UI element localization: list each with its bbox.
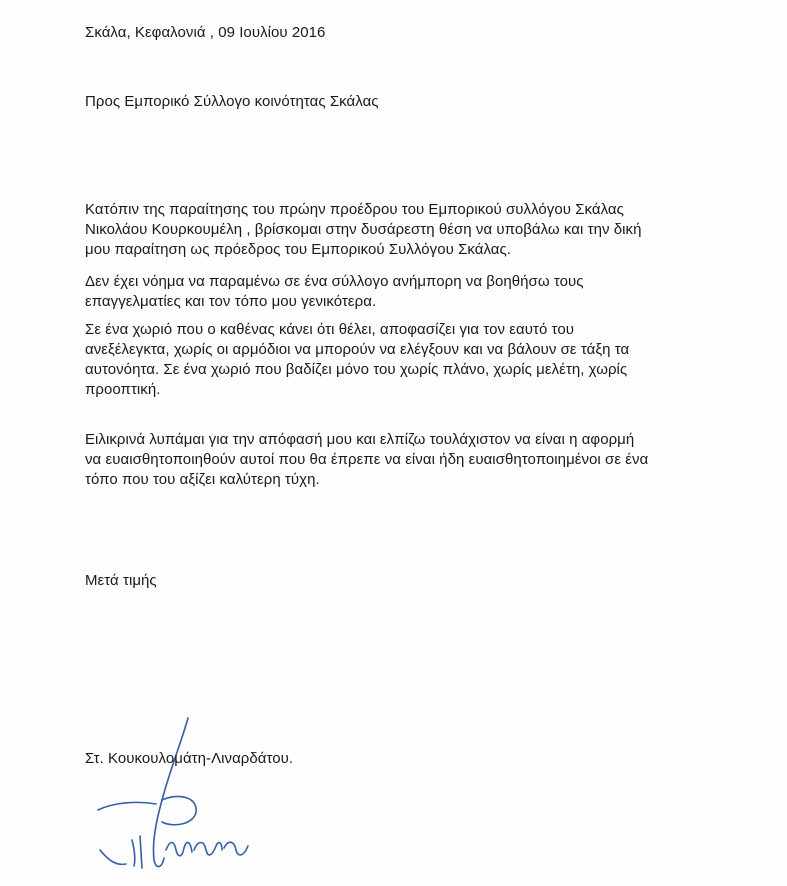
paragraph-3-line-1: Σε ένα χωριό που ο καθένας κάνει ότι θέλει, αποφασίζει για τον εαυτό του (85, 321, 574, 338)
handwritten-signature (70, 700, 280, 880)
paragraph-3-line-4: προοπτική. (85, 381, 161, 398)
paragraph-2-line-2: επαγγελματίες και τον τόπο μου γενικότερα. (85, 293, 377, 310)
paragraph-2-line-1: Δεν έχει νόημα να παραμένω σε ένα σύλλογο ανήμπορη να βοηθήσω τους (85, 273, 584, 290)
paragraph-4 (85, 430, 648, 490)
place-date: Σκάλα, Κεφαλονιά , 09 Ιουλίου 2016 (85, 24, 326, 41)
paragraph-4-line-2: να ευαισθητοποιηθούν αυτοί που θα έπρεπε να είναι ήδη ευαισθητοποιημένοι σε ένα (85, 451, 649, 468)
paragraph-3-line-2: ανεξέλεγκτα, χωρίς οι αρμόδιοι να μπορούν να ελέγξουν και να βάλουν σε τάξη τα (85, 341, 630, 358)
closing-salutation: Μετά τιμής (85, 572, 157, 589)
paragraph-4-line-3: τόπο που του αξίζει καλύτερη τύχη. (85, 471, 320, 488)
signatory-name: Στ. Κουκουλομάτη-Λιναρδάτου. (85, 750, 294, 767)
recipient-line: Προς Εμπορικό Σύλλογο κοινότητας Σκάλας (85, 93, 379, 110)
paragraph-1 (85, 200, 641, 260)
paragraph-2 (85, 272, 584, 312)
paragraph-3 (85, 320, 629, 400)
paragraph-1-line-3: μου παραίτηση ως πρόεδρος του Εμπορικού Συλλόγου Σκάλας. (85, 241, 512, 258)
paragraph-1-line-2: Νικολάου Κουρκουμέλη , βρίσκομαι στην δυσάρεστη θέση να υποβάλω και την δική (85, 221, 642, 238)
paragraph-3-line-3: αυτονόητα. Σε ένα χωριό που βαδίζει μόνο του χωρίς πλάνο, χωρίς μελέτη, χωρίς (85, 361, 628, 378)
paragraph-1-line-1: Κατόπιν της παραίτησης του πρώην προέδρου του Εμπορικού συλλόγου Σκάλας (85, 201, 624, 218)
paragraph-4-line-1: Ειλικρινά λυπάμαι για την απόφασή μου και ελπίζω τουλάχιστον να είναι η αφορμή (85, 431, 635, 448)
